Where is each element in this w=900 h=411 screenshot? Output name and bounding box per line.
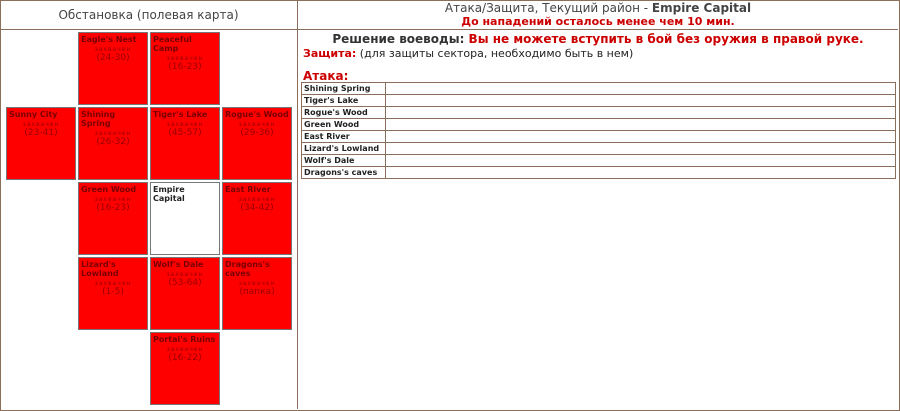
decision-label: Решение воеводы: [332, 32, 469, 46]
tile-name: Dragons's caves [225, 260, 270, 278]
map-tile-dragons-caves[interactable] [222, 257, 292, 330]
tile-level-range: (26-32) [96, 137, 130, 147]
attack-target-cell [386, 131, 896, 143]
attack-defense-header [298, 0, 898, 30]
map-tile-portals-ruins[interactable] [150, 332, 220, 405]
tile-level-range: (папка) [239, 287, 275, 297]
table-row [302, 119, 896, 131]
tile-status: захвачен [94, 280, 132, 287]
attack-target-cell [386, 83, 896, 95]
map-tile-eagles-nest[interactable] [78, 32, 148, 105]
tile-level-range: (45-57) [168, 128, 202, 138]
tile-level-range: (24-30) [96, 53, 130, 63]
tile-status: захвачен [94, 46, 132, 53]
table-row [302, 107, 896, 119]
attack-target-cell [386, 143, 896, 155]
tile-name: East River [225, 185, 271, 194]
tile-name: Eagle's Nest [81, 35, 137, 44]
map-tile-east-river[interactable] [222, 182, 292, 255]
map-tile-peaceful-camp[interactable] [150, 32, 220, 105]
current-district: Empire Capital [651, 1, 752, 15]
tile-level-range: (1-5) [102, 287, 124, 297]
map-tile-rogues-wood[interactable] [222, 107, 292, 180]
attack-target-name[interactable]: Green Wood [302, 119, 386, 131]
map-tile-wolfs-dale[interactable] [150, 257, 220, 330]
panel-divider [297, 0, 298, 409]
map-tile-sunny-city[interactable] [6, 107, 76, 180]
map-tile-tigers-lake[interactable] [150, 107, 220, 180]
tile-name: Green Wood [81, 185, 137, 194]
table-row [302, 95, 896, 107]
map-tile-shining-spring[interactable] [78, 107, 148, 180]
commander-decision [298, 32, 898, 60]
tile-name: Lizard's Lowland [81, 260, 119, 278]
attack-targets-table [301, 82, 896, 179]
tile-status: захвачен [22, 121, 60, 128]
table-row [302, 83, 896, 95]
district-line [298, 2, 898, 15]
defense-line [303, 47, 898, 60]
tile-status: захвачен [238, 121, 276, 128]
attack-label: Атака: [303, 69, 349, 83]
attack-target-name[interactable]: Shining Spring [302, 83, 386, 95]
attack-target-cell [386, 155, 896, 167]
attack-target-name[interactable]: East River [302, 131, 386, 143]
table-row [302, 131, 896, 143]
map-tile-lizards-lowland[interactable] [78, 257, 148, 330]
attack-target-name[interactable]: Wolf's Dale [302, 155, 386, 167]
map-tile-green-wood[interactable] [78, 182, 148, 255]
tile-level-range: (29-36) [240, 128, 274, 138]
attack-target-name[interactable]: Dragons's caves [302, 167, 386, 179]
tile-name: Sunny City [9, 110, 58, 119]
tile-status: захвачен [166, 346, 204, 353]
table-row [302, 167, 896, 179]
tile-level-range: (16-22) [168, 353, 202, 363]
defense-note: (для защиты сектора, необходимо быть в нем) [356, 47, 634, 60]
attack-target-name[interactable]: Lizard's Lowland [302, 143, 386, 155]
table-row [302, 143, 896, 155]
attack-target-cell [386, 107, 896, 119]
attack-timer-warning: До нападений осталось менее чем 10 мин. [461, 15, 735, 28]
tile-status: захвачен [94, 196, 132, 203]
tile-name: Rogue's Wood [225, 110, 289, 119]
map-tile-empire-capital[interactable] [150, 182, 220, 255]
tile-name: Shining Spring [81, 110, 116, 128]
tile-status: захвачен [166, 55, 204, 62]
tile-status: захвачен [166, 121, 204, 128]
tile-name: Tiger's Lake [153, 110, 208, 119]
decision-line [298, 32, 898, 46]
tile-name: Empire Capital [153, 185, 185, 203]
tile-status: захвачен [238, 280, 276, 287]
tile-level-range: (53-64) [168, 278, 202, 288]
table-row [302, 155, 896, 167]
header-prefix: Атака/Защита, Текущий район - [444, 1, 652, 15]
tile-name: Wolf's Dale [153, 260, 204, 269]
tile-status: захвачен [238, 196, 276, 203]
attack-target-name[interactable]: Tiger's Lake [302, 95, 386, 107]
tile-status: захвачен [94, 130, 132, 137]
attack-target-cell [386, 95, 896, 107]
tile-status: захвачен [166, 271, 204, 278]
attack-target-cell [386, 167, 896, 179]
decision-message: Вы не можете вступить в бой без оружия в правой руке. [468, 32, 864, 46]
defense-label: Защита: [303, 47, 357, 60]
attack-target-cell [386, 119, 896, 131]
map-panel-title: Обстановка (полевая карта) [0, 0, 297, 30]
tile-level-range: (23-41) [24, 128, 58, 138]
tile-level-range: (16-23) [96, 203, 130, 213]
tile-name: Peaceful Camp [153, 35, 192, 53]
attack-target-name[interactable]: Rogue's Wood [302, 107, 386, 119]
tile-level-range: (34-42) [240, 203, 274, 213]
tile-level-range: (16-23) [168, 62, 202, 72]
tile-name: Portal's Ruins [153, 335, 216, 344]
